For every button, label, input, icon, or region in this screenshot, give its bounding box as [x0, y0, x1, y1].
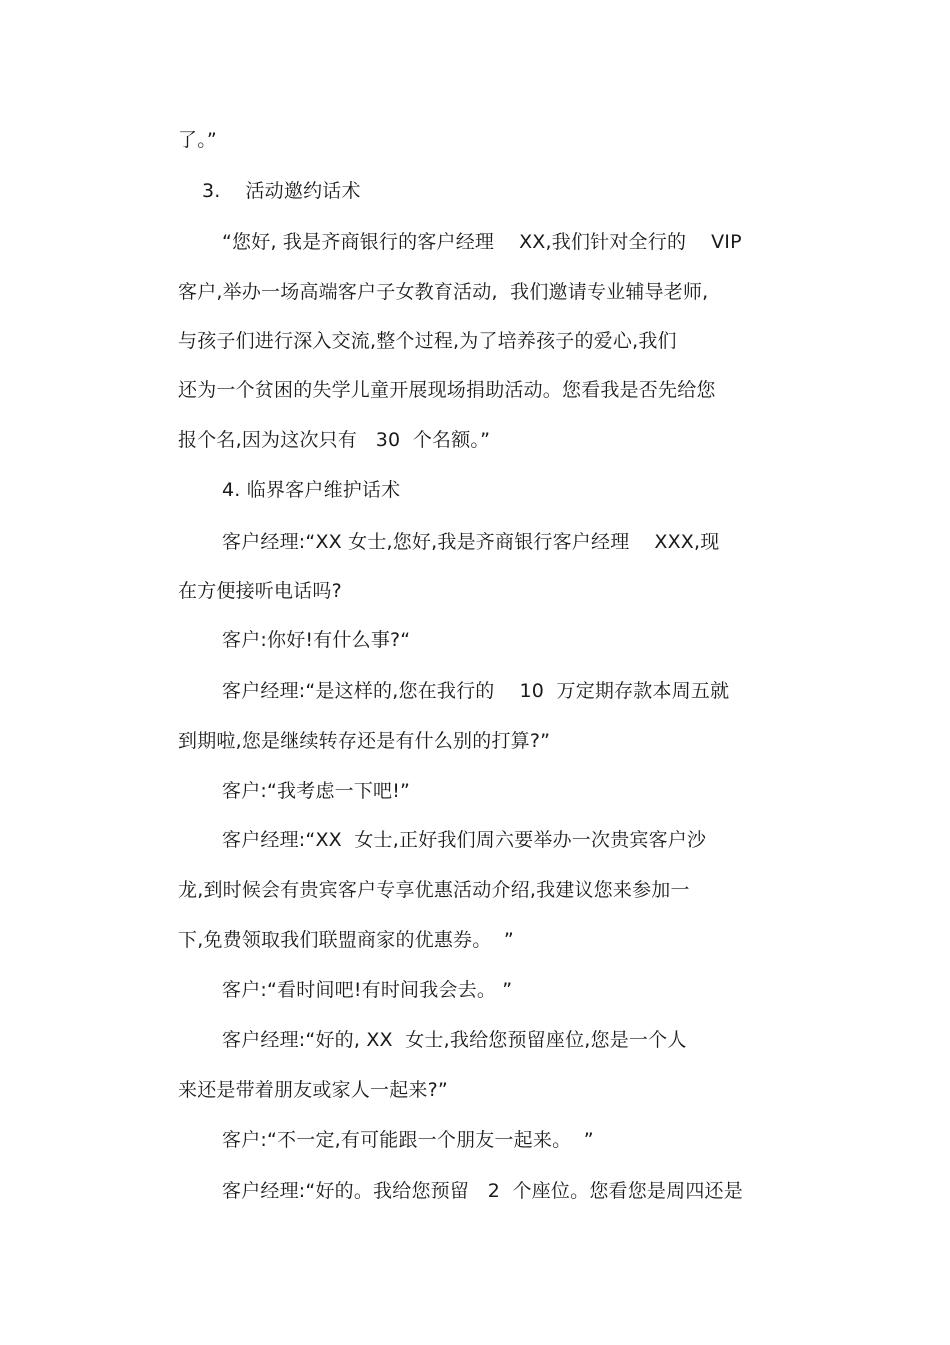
text-line: 报个名,因为这次只有 30 个名额。”	[178, 429, 491, 451]
text-line: 在方便接听电话吗?	[178, 580, 342, 602]
text-line: 客户:“看时间吧!有时间我会去。 ”	[222, 979, 513, 1001]
text-line: 客户经理:“XX 女士,您好,我是齐商银行客户经理 XXX,现	[222, 531, 720, 553]
text-line: 了。”	[178, 129, 217, 151]
text-line: 客户:你好!有什么事?“	[222, 629, 411, 651]
text-line: 客户,举办一场高端客户子女教育活动, 我们邀请专业辅导老师,	[178, 281, 709, 303]
section-heading: 4. 临界客户维护话术	[222, 479, 401, 501]
text-line: 客户:“不一定,有可能跟一个朋友一起来。 ”	[222, 1129, 594, 1151]
text-line: 客户经理:“XX 女士,正好我们周六要举办一次贵宾客户沙	[222, 829, 707, 851]
text-line: “您好, 我是齐商银行的客户经理 XX,我们针对全行的 VIP	[222, 231, 742, 253]
text-line: 客户经理:“是这样的,您在我行的 10 万定期存款本周五就	[222, 680, 730, 702]
text-line: 客户:“我考虑一下吧!”	[222, 780, 411, 802]
text-line: 来还是带着朋友或家人一起来?”	[178, 1079, 448, 1101]
text-line: 客户经理:“好的。我给您预留 2 个座位。您看您是周四还是	[222, 1180, 743, 1202]
text-line: 龙,到时候会有贵宾客户专享优惠活动介绍,我建议您来参加一	[178, 879, 690, 901]
text-line: 客户经理:“好的, XX 女士,我给您预留座位,您是一个人	[222, 1029, 687, 1051]
section-heading: 3. 活动邀约话术	[202, 180, 361, 202]
text-line: 还为一个贫困的失学儿童开展现场捐助活动。您看我是否先给您	[178, 379, 716, 401]
text-line: 到期啦,您是继续转存还是有什么别的打算?”	[178, 730, 551, 752]
text-line: 与孩子们进行深入交流,整个过程,为了培养孩子的爱心,我们	[178, 330, 677, 352]
text-line: 下,免费领取我们联盟商家的优惠券。 ”	[178, 929, 514, 951]
